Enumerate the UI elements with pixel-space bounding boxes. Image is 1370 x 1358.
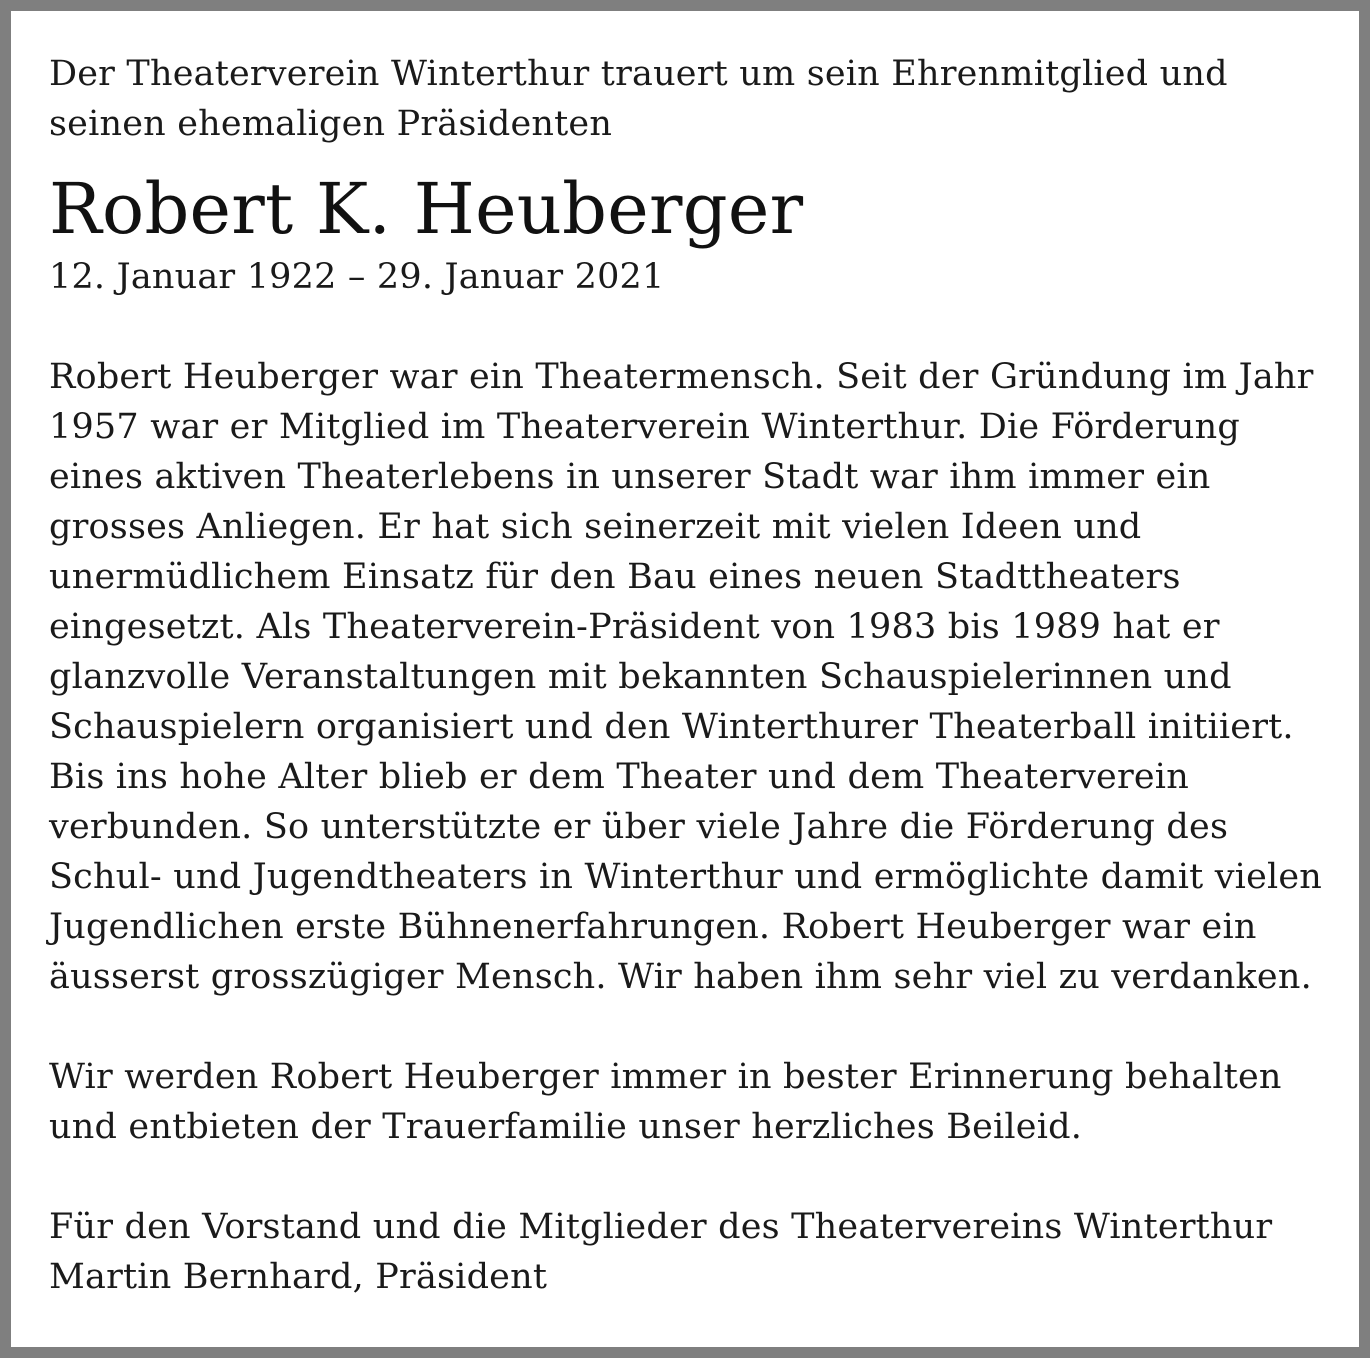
deceased-name: Robert K. Heuberger xyxy=(49,168,804,250)
obituary-notice xyxy=(11,11,1359,1347)
condolence-paragraph: Wir werden Robert Heuberger immer in bester Erinnerung behalten und entbieten der Trauerfamilie unser herzliches Beileid. xyxy=(49,1057,1282,1147)
signature-name: Martin Bernhard, Präsident xyxy=(49,1257,548,1297)
life-dates: 12. Januar 1922 – 29. Januar 2021 xyxy=(49,257,665,297)
tribute-paragraph: Robert Heuberger war ein Theatermensch. Seit der Gründung im Jahr 1957 war er Mitglied im Theaterverein Winterthur. Die Förderung eines aktiven Theaterlebens in unserer Stadt war ihm immer ein grosses Anliegen. Er hat sich seinerzeit mit vielen Ideen und unermüdlichem Einsatz für den Bau eines neuen Stadttheaters eingesetzt. Als Theaterverein-Präsident von 1983 bis 1989 hat er glanzvolle Veranstaltungen mit bekannten Schauspielerinnen und Schauspielern organisiert und den Winterthurer Theaterball initiiert. Bis ins hohe Alter blieb er dem Theater und dem Theaterverein verbunden. So unterstützte er über viele Jahre die Förderung des Schul- und Jugendtheaters in Winterthur und ermöglichte damit vielen Jugendlichen erste Bühnenerfahrungen. Robert Heuberger war ein äusserst grosszügiger Mensch. Wir haben ihm sehr viel zu verdanken. xyxy=(49,357,1323,997)
signature-intro: Für den Vorstand und die Mitglieder des Theatervereins Winterthur xyxy=(49,1207,1273,1247)
notice-content xyxy=(49,49,1339,1302)
intro-text: Der Theaterverein Winterthur trauert um sein Ehrenmitglied und seinen ehemaligen Präsidenten xyxy=(49,54,1228,144)
